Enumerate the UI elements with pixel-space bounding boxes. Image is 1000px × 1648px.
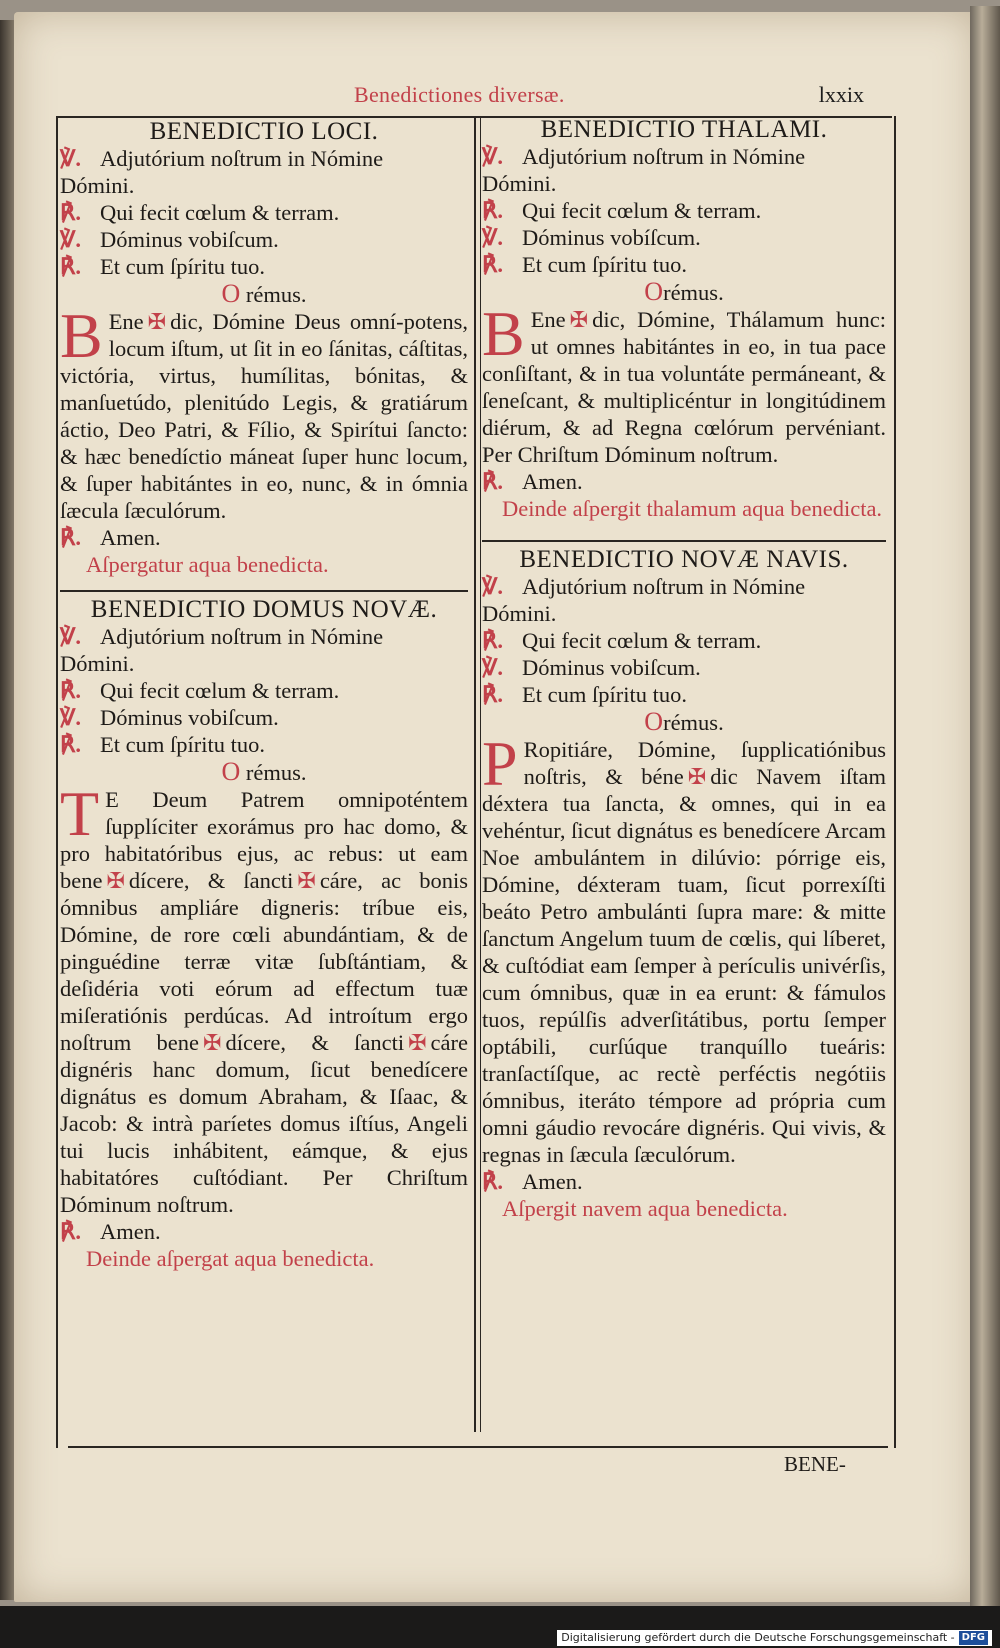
rubric: Aſpergatur aqua benedicta. (86, 552, 329, 577)
section-benedictio-loci: BENEDICTIO LOCI. ℣. Adjutórium noſtrum in Nómine Dómini. ℟. Qui fecit cœlum & terram. ℣. Dóminus vobiſcum. ℟. Et cum ſpíritu tuo. O rémus. B Ene ✠ dic, Dómine Deus omní-potens, locum iſtum, ut ſit in eo ſánitas, cáſtitas, victória, virtus, humílitas, bónitas, & manſuetúdo, plenitúdo Legis, & gratiárum áctio, Deo Patri, & Fílio, & Spirítui ſancto: & hæc benedíctio máneat ſuper hunc locum, & ſuper habitántes in eo, nunc, & in ómnia ſæcula ſæculórum. ℟. Amen. Aſpergatur aqua benedicta. (60, 118, 468, 577)
prayer-paragraph: B Ene ✠ dic, Dómine Deus omní-potens, locum iſtum, ut ſit in eo ſánitas, cáſtitas, victória, virtus, humílitas, bónitas, & manſuetúdo, plenitúdo Legis, & gratiárum áctio, Deo Patri, & Fílio, & Spirítui ſancto: & hæc benedíctio máneat ſuper hunc locum, & ſuper habitántes in eo, nunc, & in ómnia ſæcula ſæculórum. (60, 300, 468, 523)
response-symbol: ℟. (482, 1169, 504, 1194)
response-symbol: ℟. (60, 1219, 82, 1244)
response-line: ℟. Amen. (60, 1219, 161, 1244)
response-symbol: ℟. (482, 469, 504, 494)
versicle-line: ℣. Dóminus vobiſcum. (482, 655, 701, 680)
section-benedictio-navis: BENEDICTIO NOVÆ NAVIS. ℣. Adjutórium noſtrum in Nómine Dómini. ℟. Qui fecit cœlum & terram. ℣. Dóminus vobiſcum. ℟. Et cum ſpíritu tuo. Orémus. P Ropitiáre, Dómine, ſupplicatiónibus noſtris, & béne ✠ dic Navem iſtam déxtera tua ſancta, & omnes, qui in ea vehéntur, ſicut dignátus es benedícere Arcam Noe ambulántem in dilúvio: pórrige eis, Dómine, déxteram tuam, ſicut porrexíſti beáto Petro ambulánti ſupra mare: & mitte ſanctum Angelum tuum de cœlis, qui líberet, & cuſtódiat eam ſemper à perículis univérſis, cum ómnibus, quæ in ea erunt: & fámulos tuos, repúlſis adverſitátibus, portu ſemper optábili, curſúque tranquíllo tueáris: tranſactíſque, ac rectè perféctis negótiis ómnibus, iteráto témpore ad própria cum omni gáudio revocáre dignéris. Qui vivis, & regnas in ſæcula ſæculórum. ℟. Amen. Aſpergit navem aqua benedicta. (482, 546, 886, 1221)
section-title: BENEDICTIO NOVÆ NAVIS. (519, 546, 849, 573)
response-symbol: ℟. (60, 678, 82, 703)
response-symbol: ℟. (60, 200, 82, 225)
folio-number: lxxix (818, 82, 864, 107)
viewer-bottom-bar (0, 1606, 1000, 1648)
response-symbol: ℟. (482, 252, 504, 277)
running-title: Benedictiones diversæ. (354, 82, 565, 107)
response-line: ℟. Et cum ſpíritu tuo. (60, 732, 265, 757)
versicle-line: ℣. Adjutórium noſtrum in Nómine (482, 144, 806, 169)
drop-initial: P (482, 728, 518, 799)
versicle-symbol: ℣. (60, 624, 82, 649)
cross-icon: ✠ (203, 1030, 222, 1055)
rubric: Deinde aſpergit thalamum aqua benedicta. (502, 496, 883, 521)
funding-credit[interactable] (557, 1630, 992, 1646)
versicle-line: ℣. Adjutórium noſtrum in Nómine (482, 574, 806, 599)
cross-icon: ✠ (297, 868, 316, 893)
cross-icon: ✠ (687, 764, 707, 789)
column-divider (474, 116, 481, 1432)
section-title: BENEDICTIO LOCI. (149, 118, 379, 145)
versicle-line: ℣. Adjutórium noſtrum in Nómine (60, 146, 384, 171)
prayer-paragraph: T E Deum Patrem omnipoténtem ſupplíciter exorámus pro hac domo, & pro habitatóribus ejus, ac rebus: ut eam bene ✠ dícere, & ſancti ✠ cáre, ac bonis ómnibus ampliáre digneris: tríbue eis, Dómine, de rore cœli abundántiam, & de pinguédine terræ vitæ ſubſtántiam, & deſidéria voti eórum ad effectum tuæ miſeratiónis perdúcas. Ad introítum ergo noſtrum bene ✠ dícere, & ſancti ✠ cáre dignéris hanc domum, ſicut benedícere dignátus es domum Abraham, & Iſaac, & Jacob: & intrà paríetes domus iſtíus, Angeli tui lucis inhábitent, eámque, & ejus habitatóres cuſtódiant. Per Chriſtum Dóminum noſtrum. (60, 778, 469, 1217)
frame-bottom-rule (68, 1446, 888, 1448)
versicle-symbol: ℣. (482, 144, 504, 169)
rubric: Deinde aſpergat aqua benedicta. (86, 1246, 375, 1271)
section-rule (482, 540, 886, 542)
funding-text: Digitalisierung gefördert durch die Deutsche Forschungsgemeinschaft - (561, 1631, 955, 1644)
page-fore-edge (970, 6, 1000, 1606)
cross-icon: ✠ (147, 309, 167, 334)
response-line: ℟. Amen. (60, 525, 161, 550)
versicle-symbol: ℣. (60, 227, 82, 252)
oremus-heading: O rémus. (221, 757, 307, 786)
response-line: ℟. Amen. (482, 1169, 583, 1194)
oremus-heading: O rémus. (221, 279, 307, 308)
versicle-symbol: ℣. (60, 146, 82, 171)
response-line: ℟. Qui fecit cœlum & terram. (482, 198, 762, 223)
response-line: ℟. Et cum ſpíritu tuo. (482, 682, 687, 707)
drop-initial: T (60, 778, 100, 849)
drop-initial: B (60, 300, 103, 371)
response-line: ℟. Et cum ſpíritu tuo. (482, 252, 687, 277)
oremus-heading: Orémus. (644, 707, 724, 736)
response-symbol: ℟. (482, 682, 504, 707)
oremus-heading: Orémus. (644, 277, 724, 306)
dfg-logo-icon: DFG (959, 1631, 988, 1645)
versicle-line: ℣. Dóminus vobiſcum. (60, 705, 279, 730)
left-column (60, 118, 468, 1272)
prayer-paragraph: P Ropitiáre, Dómine, ſupplicatiónibus noſtris, & béne ✠ dic Navem iſtam déxtera tua ſancta, & omnes, qui in ea vehéntur, ſicut dignátus es benedícere Arcam Noe ambulántem in dilúvio: pórrige eis, Dómine, déxteram tuam, ſicut porrexíſti beáto Petro ambulánti ſupra mare: & mitte ſanctum Angelum tuum de cœlis, qui líberet, & cuſtódiat eam ſemper à perículis univérſis, cum ómnibus, quæ in ea erunt: & fámulos tuos, repúlſis adverſitátibus, portu ſemper optábili, curſúque tranquíllo tueáris: tranſactíſque, ac rectè perféctis negótiis ómnibus, iteráto témpore ad própria cum omni gáudio revocáre dignéris. Qui vivis, & regnas in ſæcula ſæculórum. (482, 728, 886, 1167)
catchword: BENE- (784, 1452, 846, 1476)
versicle-symbol: ℣. (482, 655, 504, 680)
response-line: ℟. Qui fecit cœlum & terram. (60, 200, 340, 225)
response-symbol: ℟. (482, 628, 504, 653)
section-benedictio-thalami: BENEDICTIO THALAMI. ℣. Adjutórium noſtrum in Nómine Dómini. ℟. Qui fecit cœlum & terram. ℣. Dóminus vobíſcum. ℟. Et cum ſpíritu tuo. Orémus. B Ene ✠ dic, Dómine, Thálamum hunc: ut omnes habitántes in eo, in tua pace conſiſtant, & in tua voluntáte permáneant, & ſeneſcant, & multiplicéntur in longitúdinem diérum, & ad Regna cœlórum pervéniant. Per Chriſtum Dóminum noſtrum. ℟. Amen. Deinde aſpergit thalamum aqua benedicta. (482, 116, 886, 521)
cross-icon: ✠ (569, 307, 589, 332)
page-header (54, 82, 874, 112)
response-line: ℟. Et cum ſpíritu tuo. (60, 254, 265, 279)
prayer-paragraph: B Ene ✠ dic, Dómine, Thálamum hunc: ut omnes habitántes in eo, in tua pace conſiſtant, & in tua voluntáte permáneant, & ſeneſcant, & multiplicéntur in longitúdinem diérum, & ad Regna cœlórum pervéniant. Per Chriſtum Dóminum noſtrum. (482, 298, 886, 467)
cross-icon: ✠ (408, 1030, 427, 1055)
versicle-line: ℣. Dóminus vobiſcum. (60, 227, 279, 252)
response-line: ℟. Amen. (482, 469, 583, 494)
cross-icon: ✠ (106, 868, 125, 893)
versicle-line: ℣. Dóminus vobíſcum. (482, 225, 701, 250)
response-symbol: ℟. (60, 254, 82, 279)
drop-initial: B (482, 298, 525, 369)
section-title: BENEDICTIO DOMUS NOVÆ. (90, 596, 438, 623)
response-symbol: ℟. (60, 732, 82, 757)
response-line: ℟. Qui fecit cœlum & terram. (482, 628, 762, 653)
right-column (482, 116, 886, 1222)
section-benedictio-domus: BENEDICTIO DOMUS NOVÆ. ℣. Adjutórium noſtrum in Nómine Dómini. ℟. Qui fecit cœlum & terram. ℣. Dóminus vobiſcum. ℟. Et cum ſpíritu tuo. O rémus. T E Deum Patrem omnipoténtem ſupplíciter exorámus pro hac domo, & pro habitatóribus ejus, ac rebus: ut eam bene ✠ dícere, & ſancti ✠ cáre, ac bonis ómnibus ampliáre digneris: tríbue eis, Dómine, de rore cœli abundántiam, & de pinguédine terræ vitæ ſubſtántiam, & deſidéria voti eórum ad effectum tuæ miſeratiónis perdúcas. Ad introítum ergo noſtrum bene ✠ dícere, & ſancti ✠ cáre dignéris hanc domum, ſicut benedícere dignátus es domum Abraham, & Iſaac, & Jacob: & intrà paríetes domus iſtíus, Angeli tui lucis inhábitent, eámque, & ejus habitatóres cuſtódiant. Per Chriſtum Dóminum noſtrum. ℟. Amen. Deinde aſpergat aqua benedicta. (60, 596, 469, 1271)
versicle-symbol: ℣. (482, 225, 504, 250)
response-line: ℟. Qui fecit cœlum & terram. (60, 678, 340, 703)
versicle-line: ℣. Adjutórium noſtrum in Nómine (60, 624, 384, 649)
section-title: BENEDICTIO THALAMI. (540, 116, 828, 143)
section-rule (60, 590, 468, 592)
response-symbol: ℟. (60, 525, 82, 550)
versicle-symbol: ℣. (482, 574, 504, 599)
response-symbol: ℟. (482, 198, 504, 223)
versicle-symbol: ℣. (60, 705, 82, 730)
rubric: Aſpergit navem aqua benedicta. (502, 1196, 788, 1221)
